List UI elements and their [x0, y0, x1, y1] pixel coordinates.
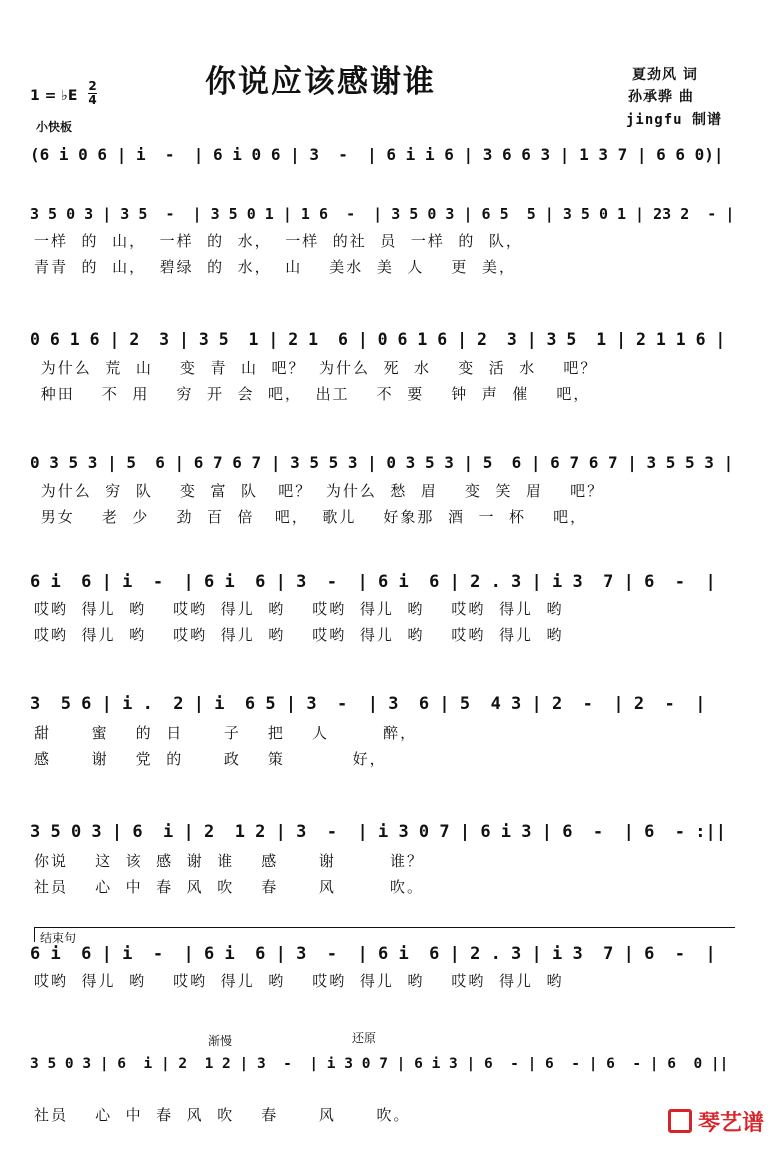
lyricist-credit: 夏劲风 词 — [632, 67, 698, 83]
notation-line: 3 5 0 3 | 6 i | 2 1 2 | 3 - | i 3 0 7 | 6 i 3 | 6 - | 6 - | 6 - | 6 0 || — [30, 1056, 729, 1072]
ending-bracket — [34, 927, 735, 942]
lyric-line: 青青 的 山， 碧绿 的 水， 山 美水 美 人 更 美， — [34, 258, 516, 276]
lyric-line: 一样 的 山， 一样 的 水， 一样 的社 员 一样 的 队， — [34, 232, 523, 250]
time-signature — [88, 80, 97, 107]
composer-credit: 孙承骅 曲 — [628, 89, 694, 105]
brand-mark-icon — [668, 1109, 692, 1133]
lyric-line: 社员 心 中 春 风 吹 春 风 吹。 — [34, 1106, 411, 1124]
lyric-line: 哎哟 得儿 哟 哎哟 得儿 哟 哎哟 得儿 哟 哎哟 得儿 哟 — [34, 600, 564, 618]
notation-line: 3 5 6 | i . 2 | i 6 5 | 3 - | 3 6 | 5 4 3 | 2 - | 2 - | — [30, 694, 706, 714]
notation-line: 6 i 6 | i - | 6 i 6 | 3 - | 6 i 6 | 2 . 3 | i 3 7 | 6 - | — [30, 572, 716, 592]
time-bottom: 4 — [88, 93, 97, 107]
rit-marker: 渐慢 — [208, 1034, 233, 1048]
tempo-marking: 小快板 — [36, 120, 73, 134]
lyric-line: 男女 老 少 劲 百 倍 吧， 歌儿 好象那 酒 一 杯 吧， — [34, 508, 588, 526]
lyric-line: 为什么 穷 队 变 富 队 吧？ 为什么 愁 眉 变 笑 眉 吧？ — [34, 482, 605, 500]
brand-logo-text: 琴艺谱 — [697, 1111, 764, 1136]
arranger-credit: jingfu 制谱 — [626, 112, 723, 128]
a-tempo-marker: 还原 — [352, 1031, 377, 1045]
key-signature: 1 = ♭E — [30, 88, 78, 104]
lyric-line: 哎哟 得儿 哟 哎哟 得儿 哟 哎哟 得儿 哟 哎哟 得儿 哟 — [34, 626, 564, 644]
time-top: 2 — [88, 79, 97, 93]
notation-line: 3 5 0 3 | 3 5 - | 3 5 0 1 | 1 6 - | 3 5 0 3 | 6 5 5 | 3 5 0 1 | 23 2 - | — [30, 205, 735, 223]
ending-marker: 结束句 — [40, 931, 77, 945]
notation-line: 3 5 0 3 | 6 i | 2 1 2 | 3 - | i 3 0 7 | 6 i 3 | 6 - | 6 - :|| — [30, 822, 726, 842]
brand-logo — [668, 1106, 764, 1137]
notation-line: 0 3 5 3 | 5 6 | 6 7 6 7 | 3 5 5 3 | 0 3 5 3 | 5 6 | 6 7 6 7 | 3 5 5 3 | — [30, 452, 734, 472]
notation-line: 0 6 1 6 | 2 3 | 3 5 1 | 2 1 6 | 0 6 1 6 | 2 3 | 3 5 1 | 2 1 1 6 | — [30, 329, 726, 349]
notation-line: 6 i 6 | i - | 6 i 6 | 3 - | 6 i 6 | 2 . 3 | i 3 7 | 6 - | — [30, 944, 716, 964]
notation-line: (6 i 0 6 | i - | 6 i 0 6 | 3 - | 6 i i 6 | 3 6 6 3 | 1 3 7 | 6 6 0)| — [30, 144, 724, 164]
lyric-line: 你说 这 该 感 谢 谁 感 谢 谁？ — [34, 852, 425, 870]
lyric-line: 为什么 荒 山 变 青 山 吧？ 为什么 死 水 变 活 水 吧？ — [34, 359, 598, 377]
lyric-line: 种田 不 用 穷 开 会 吧， 出工 不 要 钟 声 催 吧， — [34, 385, 591, 403]
lyric-line: 感 谢 党 的 政 策 好， — [34, 750, 387, 768]
lyric-line: 哎哟 得儿 哟 哎哟 得儿 哟 哎哟 得儿 哟 哎哟 得儿 哟 — [34, 972, 564, 990]
lyric-line: 社员 心 中 春 风 吹 春 风 吹。 — [34, 878, 425, 896]
lyric-line: 甜 蜜 的 日 子 把 人 醉， — [34, 724, 418, 742]
song-title: 你说应该感谢谁 — [205, 64, 436, 100]
